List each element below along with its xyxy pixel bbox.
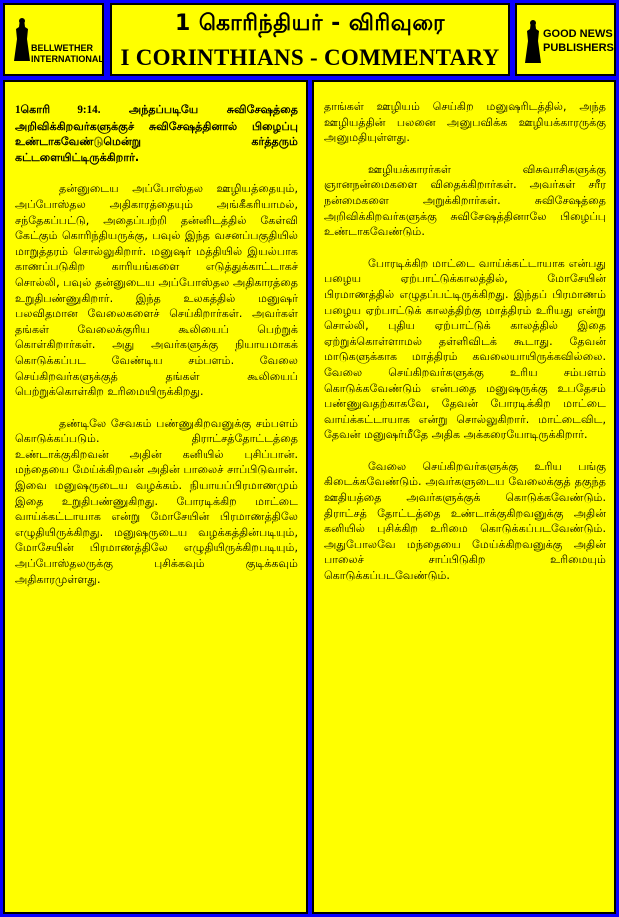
title-tamil: 1 கொரிந்தியர் - விரிவுரை	[174, 11, 446, 36]
left-paragraph-1: தன்னுடைய அப்போஸ்தல ஊழியத்தையும், அப்போஸ்தல அதிகாரத்தையும் அங்கீகரியாமல், சந்தேகப்பட்டு, அதைப்பற்றி தன்னிடத்தில் கேள்வி கேட்கும் கொரிந்தியருக்கு, பவுல் இந்த வசனப்பகுதியில் மாறுத்தரம் சொல்லுகிறார். மனுஷர் மத்தியில் இயல்பாக காணப்படுகிற காரியங்களை எடுத்துக்காட்டாகச் சொல்லி, பவுல் தன்னுடைய அப்போஸ்தல அதிகாரத்தை உறுதிபண்ணுகிறார். இந்த உலகத்தில் மனுஷர் பலவிதமான வேலைகளைச் செய்கிறார்கள். அவர்கள் தங்கள் வேலைக்குரிய கூலியைப் பெற்றுக் கொள்கிறார்கள். அது அவர்களுக்கு நியாயமாகக் கொடுக்கப்பட வேண்டிய சம்பளம். வேலை செய்கிறவர்களுக்குத் தங்கள் கூலியைப் பெற்றுக்கொள்கிற உரிமையிருக்கிறது.	[15, 182, 298, 399]
bellwether-logo	[3, 3, 104, 76]
good-news-logo	[515, 3, 616, 76]
right-paragraph-2: ஊழியக்காரர்கள் விசுவாசிகளுக்கு ஞானநன்மைகளை விதைக்கிறார்கள். அவர்கள் சரீர நன்மைகளை அறுக்கிறார்கள். சுவிசேஷத்தை அறிவிக்கிறவர்களுக்கு சுவிசேஷத்தினாலே பிழைப்பு உண்டாகவேண்டும்.	[324, 162, 606, 239]
right-logo-line1: GOOD NEWS	[543, 28, 613, 40]
verse-ref: 1கொரி 9:14.	[15, 104, 101, 116]
right-column	[312, 80, 616, 914]
good-news-figure-icon	[523, 17, 543, 67]
left-paragraph-2: தண்டிலே சேவகம் பண்ணுகிறவனுக்கு சம்பளம் கொடுக்கப்படும். திராட்சத்தோட்டத்தை உண்டாக்குகிறவன் அதின் கனியில் புசிப்பான். மந்தையை மேய்க்கிறவன் அதின் பாலைச் சாப்பிடுவான். இவை மனுஷருடைய வழக்கம். நியாயப்பிரமாணமும் இதை உறுதிபண்ணுகிறது. போரடிக்கிற மாட்டை வாய்க்கட்டாயாக என்று மோசேயின் பிரமாணத்திலே எழுதியிருக்கிறது. மனுஷருடைய வழக்கத்தின்படியும், மோசேயின் பிரமாணத்திலே எழுதியிருக்கிறபடியும், அப்போஸ்தலருக்கு புசிக்கவும் குடிக்கவும் அதிகாரமுள்ளது.	[15, 416, 298, 586]
title-banner	[110, 3, 510, 76]
verse-text	[15, 102, 298, 165]
left-column	[3, 80, 308, 914]
title-english: I CORINTHIANS - COMMENTARY	[120, 45, 500, 70]
left-logo-line1: BELLWETHER	[31, 43, 93, 53]
right-logo-line2: PUBLISHERS	[543, 42, 614, 54]
left-logo-line2: INTERNATIONAL	[31, 54, 104, 64]
right-paragraph-3: போரடிக்கிற மாட்டை வாய்க்கட்டாயாக என்பது பழைய ஏற்பாட்டுக்காலத்தில், மோசேயின் பிரமாணத்தில் எழுதப்பட்டிருக்கிறது. இந்தப் பிரமாணம் பழைய ஏற்பாட்டுக் காலத்திற்கு மாத்திரம் உரியது என்று சொல்லி, புதிய ஏற்பாட்டுக் காலத்தில் இதை ஏற்றுக்கொள்ளாமல் தள்ளிவிடக் கூடாது. தேவன் மாடுகளுக்காக மாத்திரம் கவலையாயிருக்கவில்லை. வேலை செய்கிறவர்களுக்கு உரிய சம்பளம் கொடுக்கவேண்டும் என்பதை மனுஷருக்கு உபதேசம் பண்ணுவதற்காகவே, தேவன் போரடிக்கிற மாட்டை வாய்க்கட்டாயாக என்று சொல்லுகிறார். மாட்டைவிட, தேவன் மனுஷர்மீதே அதிக அக்கரையோடிருக்கிறார்.	[324, 256, 606, 442]
verse-body: அந்தப்படியே சுவிசேஷத்தை அறிவிக்கிறவர்களுக்குச் சுவிசேஷத்தினால் பிழைப்பு உண்டாகவேண்டுமென்று கர்த்தரும் கட்டளையிட்டிருக்கிறார்.	[15, 103, 298, 164]
right-paragraph-4: வேலை செய்கிறவர்களுக்கு உரிய பங்கு கிடைக்கவேண்டும். அவர்களுடைய வேலைக்குத் தகுந்த ஊதியத்தை அவர்களுக்குக் கொடுக்கவேண்டும். திராட்சத் தோட்டத்தை உண்டாக்குகிறவனுக்கு அதின் கனியில் புசிக்கிற உரிமை கொடுக்கப்படவேண்டும். அதுபோலவே மந்தையை மேய்க்கிறவனுக்கு அதின் பாலைச் சாப்பிடுகிற உரிமையும் கொடுக்கப்படவேண்டும்.	[324, 459, 606, 583]
right-paragraph-1: தாங்கள் ஊழியம் செய்கிற மனுஷரிடத்தில், அந்த ஊழியத்தின் பலனை அனுபவிக்க ஊழியக்காரருக்கு அனுமதியுள்ளது.	[324, 100, 606, 145]
